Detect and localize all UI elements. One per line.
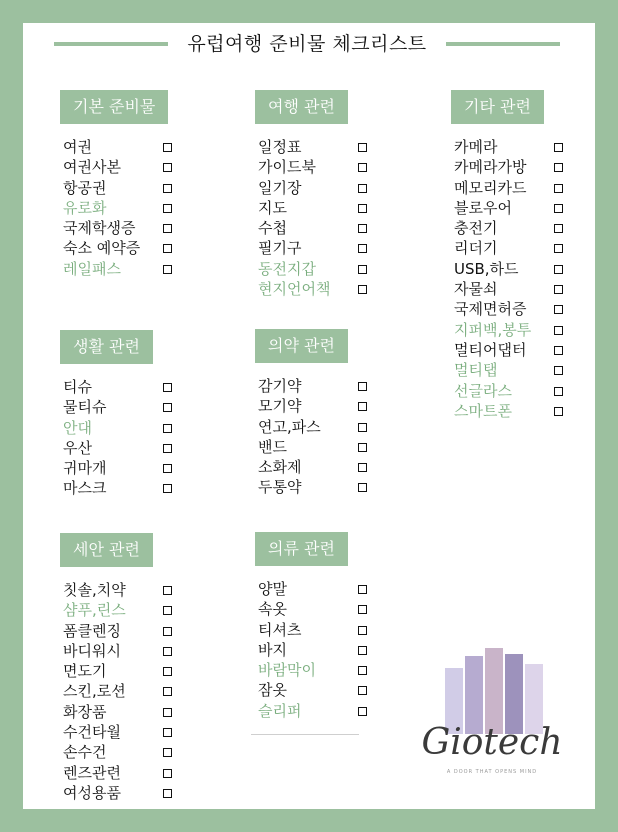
checklist-item [249, 599, 419, 619]
checklist-item [249, 396, 419, 416]
section-living [54, 330, 224, 499]
item-checkbox[interactable] [163, 606, 172, 615]
item-label: 멀티탭 [454, 361, 498, 380]
item-label: 일정표 [258, 138, 302, 156]
item-checkbox[interactable] [358, 626, 367, 635]
item-checkbox[interactable] [163, 403, 172, 412]
item-label: 티셔츠 [258, 620, 302, 639]
item-label: 두통약 [258, 478, 302, 497]
checklist-item [445, 137, 615, 157]
checklist-item [445, 238, 615, 258]
item-label: 바디워시 [63, 641, 121, 660]
item-label: 동전지갑 [258, 259, 316, 278]
item-label: 양말 [258, 580, 287, 598]
item-list [249, 137, 419, 299]
item-label: 선글라스 [454, 381, 512, 400]
section-etc [445, 90, 615, 421]
item-label: 국제학생증 [63, 219, 136, 238]
item-label: 자물쇠 [454, 280, 498, 299]
item-checkbox[interactable] [163, 383, 172, 392]
item-label: 티슈 [63, 378, 92, 396]
item-label: 바지 [258, 640, 287, 659]
item-list [445, 137, 615, 421]
item-checkbox[interactable] [554, 244, 563, 253]
item-checkbox[interactable] [554, 305, 563, 314]
item-checkbox[interactable] [163, 265, 172, 274]
checklist-item [54, 763, 224, 783]
item-checkbox[interactable] [163, 627, 172, 636]
checklist-item [54, 397, 224, 417]
checklist-item [249, 680, 419, 700]
item-checkbox[interactable] [163, 244, 172, 253]
item-checkbox[interactable] [163, 789, 172, 798]
section-header: 의류 관련 [255, 532, 348, 566]
item-list [54, 580, 224, 803]
item-checkbox[interactable] [163, 424, 172, 433]
section-header: 의약 관련 [255, 329, 348, 363]
item-label: 여권사본 [63, 158, 121, 177]
item-label: 연고,파스 [258, 417, 321, 436]
item-label: 여성용품 [63, 783, 121, 802]
item-checkbox[interactable] [358, 224, 367, 233]
item-label: 모기약 [258, 397, 302, 416]
checklist-item [249, 579, 419, 599]
checklist-item [249, 178, 419, 198]
checklist-item [445, 320, 615, 340]
section-clothes [249, 532, 419, 721]
checklist-item [54, 478, 224, 498]
checklist-item [445, 157, 615, 177]
checklist-item [249, 417, 419, 437]
item-checkbox[interactable] [163, 708, 172, 717]
item-label: 소화제 [258, 458, 302, 477]
item-checkbox[interactable] [554, 366, 563, 375]
checklist-item [54, 137, 224, 157]
item-label: 수건타월 [63, 723, 121, 742]
item-checkbox[interactable] [554, 346, 563, 355]
checklist-item [54, 438, 224, 458]
checklist-item [54, 722, 224, 742]
checklist-item [445, 178, 615, 198]
title-left-rule [54, 42, 168, 46]
item-label: 수첩 [258, 219, 287, 238]
item-label: 블로우어 [454, 198, 512, 217]
item-checkbox[interactable] [163, 687, 172, 696]
section-header: 세안 관련 [60, 533, 153, 567]
item-checkbox[interactable] [163, 769, 172, 778]
page-title: 유럽여행 준비물 체크리스트 [187, 33, 427, 55]
checklist-item [54, 641, 224, 661]
item-label: 잠옷 [258, 681, 287, 700]
item-label: 카메라 [454, 138, 498, 156]
checklist-item [445, 259, 615, 279]
checklist-item [249, 477, 419, 497]
item-checkbox[interactable] [358, 265, 367, 274]
item-label: 마스크 [63, 479, 107, 498]
item-checkbox[interactable] [554, 143, 563, 152]
item-checkbox[interactable] [163, 163, 172, 172]
checklist-item [445, 279, 615, 299]
item-checkbox[interactable] [358, 686, 367, 695]
item-label: 손수건 [63, 743, 107, 762]
checklist-item [54, 742, 224, 762]
item-label: 안대 [63, 418, 92, 437]
checklist-item [54, 580, 224, 600]
item-label: USB,하드 [454, 259, 519, 278]
item-checkbox[interactable] [358, 285, 367, 294]
item-label: 멀티어댑터 [454, 340, 527, 359]
item-label: 샴푸,린스 [63, 601, 126, 620]
item-checkbox[interactable] [163, 464, 172, 473]
item-checkbox[interactable] [358, 707, 367, 716]
checklist-item [54, 600, 224, 620]
item-label: 지도 [258, 198, 287, 217]
checklist-item [54, 661, 224, 681]
title-bar [23, 23, 595, 63]
item-checkbox[interactable] [358, 204, 367, 213]
item-label: 렌즈관련 [63, 763, 121, 782]
item-label: 속옷 [258, 600, 287, 619]
checklist-item [249, 660, 419, 680]
checklist-item [249, 640, 419, 660]
item-label: 물티슈 [63, 398, 107, 417]
item-label: 우산 [63, 438, 92, 457]
item-checkbox[interactable] [358, 585, 367, 594]
checklist-item [249, 157, 419, 177]
item-label: 항공권 [63, 178, 107, 197]
item-label: 숙소 예약증 [63, 239, 141, 258]
checklist-item [445, 401, 615, 421]
checklist-item [249, 457, 419, 477]
checklist-item [54, 783, 224, 803]
item-checkbox[interactable] [163, 204, 172, 213]
item-checkbox[interactable] [358, 646, 367, 655]
checklist-item [445, 198, 615, 218]
item-checkbox[interactable] [554, 387, 563, 396]
item-label: 지퍼백,봉투 [454, 320, 532, 339]
checklist-item [249, 620, 419, 640]
item-checkbox[interactable] [358, 244, 367, 253]
item-checkbox[interactable] [163, 184, 172, 193]
item-checkbox[interactable] [163, 143, 172, 152]
item-label: 국제면허증 [454, 300, 527, 319]
item-checkbox[interactable] [554, 265, 563, 274]
checklist-item [54, 702, 224, 722]
item-label: 필기구 [258, 239, 302, 258]
item-checkbox[interactable] [163, 748, 172, 757]
section-header: 기타 관련 [451, 90, 544, 124]
checklist-item [54, 238, 224, 258]
item-label: 슬리퍼 [258, 701, 302, 720]
checklist-item [249, 437, 419, 457]
checklist-item [249, 137, 419, 157]
checklist-item [54, 418, 224, 438]
checklist-item [54, 377, 224, 397]
checklist-item [54, 218, 224, 238]
section-header: 여행 관련 [255, 90, 348, 124]
checklist-item [445, 360, 615, 380]
item-checkbox[interactable] [358, 423, 367, 432]
section-wash [54, 533, 224, 803]
logo-tagline: A DOOR THAT OPENS MIND [446, 769, 538, 775]
item-label: 귀마개 [63, 459, 107, 478]
item-checkbox[interactable] [554, 285, 563, 294]
item-checkbox[interactable] [554, 163, 563, 172]
title-right-rule [446, 42, 560, 46]
checklist-item [54, 157, 224, 177]
section-basic [54, 90, 224, 279]
item-checkbox[interactable] [163, 484, 172, 493]
checklist-item [54, 681, 224, 701]
section-travel [249, 90, 419, 299]
item-label: 리더기 [454, 239, 498, 258]
checklist-item [445, 299, 615, 319]
item-checkbox[interactable] [554, 184, 563, 193]
item-checkbox[interactable] [358, 143, 367, 152]
checklist-item [249, 376, 419, 396]
item-label: 여권 [63, 138, 92, 156]
item-checkbox[interactable] [554, 407, 563, 416]
item-label: 칫솔,치약 [63, 581, 126, 599]
item-label: 일기장 [258, 178, 302, 197]
item-checkbox[interactable] [163, 667, 172, 676]
item-checkbox[interactable] [358, 163, 367, 172]
checklist-item [249, 198, 419, 218]
item-label: 폼클렌징 [63, 621, 121, 640]
item-label: 메모리카드 [454, 178, 527, 197]
item-checkbox[interactable] [358, 605, 367, 614]
item-checkbox[interactable] [358, 463, 367, 472]
checklist-item [445, 381, 615, 401]
item-label: 레일패스 [63, 259, 121, 278]
logo-wordmark: Giotech [421, 722, 563, 763]
divider [251, 734, 359, 735]
item-checkbox[interactable] [163, 728, 172, 737]
item-label: 가이드북 [258, 158, 316, 177]
item-checkbox[interactable] [163, 224, 172, 233]
checklist-item [249, 701, 419, 721]
section-header: 생활 관련 [60, 330, 153, 364]
item-checkbox[interactable] [554, 224, 563, 233]
checklist-sheet [23, 23, 595, 809]
item-checkbox[interactable] [163, 444, 172, 453]
checklist-item [249, 279, 419, 299]
item-label: 유로화 [63, 198, 107, 217]
item-label: 화장품 [63, 702, 107, 721]
giotech-logo [407, 648, 577, 778]
item-label: 바람막이 [258, 661, 316, 680]
item-checkbox[interactable] [358, 382, 367, 391]
section-medicine [249, 329, 419, 498]
item-checkbox[interactable] [163, 647, 172, 656]
checklist-item [249, 218, 419, 238]
section-header: 기본 준비물 [60, 90, 168, 124]
item-checkbox[interactable] [358, 184, 367, 193]
checklist-item [445, 340, 615, 360]
item-checkbox[interactable] [554, 326, 563, 335]
checklist-item [54, 178, 224, 198]
item-list [249, 579, 419, 721]
item-list [249, 376, 419, 498]
item-list [54, 377, 224, 499]
item-checkbox[interactable] [358, 402, 367, 411]
item-label: 밴드 [258, 437, 287, 456]
item-label: 감기약 [258, 377, 302, 395]
item-checkbox[interactable] [163, 586, 172, 595]
checklist-item [54, 458, 224, 478]
item-label: 충전기 [454, 219, 498, 238]
item-checkbox[interactable] [554, 204, 563, 213]
item-list [54, 137, 224, 279]
checklist-item [54, 259, 224, 279]
checklist-item [249, 259, 419, 279]
item-checkbox[interactable] [358, 666, 367, 675]
item-label: 스킨,로션 [63, 682, 126, 701]
checklist-item [249, 238, 419, 258]
item-label: 카메라가방 [454, 158, 527, 177]
checklist-item [54, 621, 224, 641]
item-checkbox[interactable] [358, 483, 367, 492]
item-label: 현지언어책 [258, 280, 331, 299]
checklist-item [445, 218, 615, 238]
item-checkbox[interactable] [358, 443, 367, 452]
item-label: 스마트폰 [454, 401, 512, 420]
item-label: 면도기 [63, 662, 107, 681]
checklist-item [54, 198, 224, 218]
